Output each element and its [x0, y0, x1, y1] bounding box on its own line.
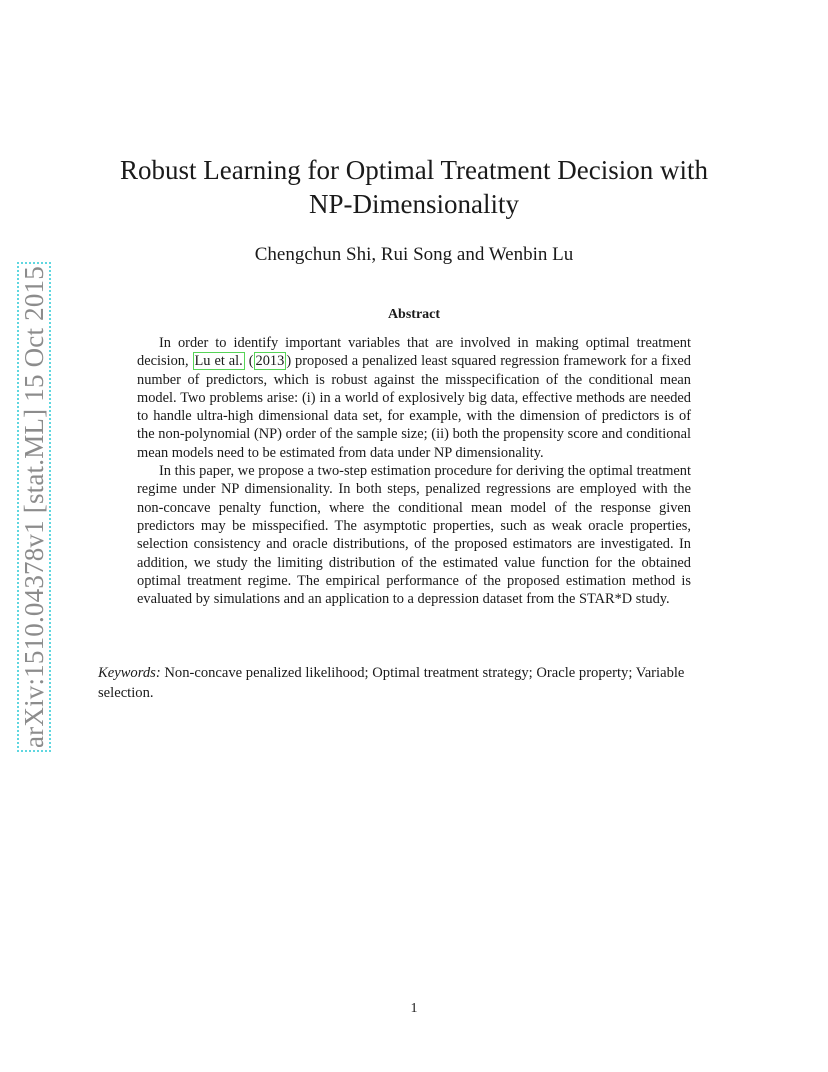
page-number: 1 — [410, 1001, 418, 1016]
keywords-text: Non-concave penalized likelihood; Optimal treatment strategy; Oracle property; Variable selection. — [98, 665, 685, 701]
abstract-p1-lead: In order to identify important variables that are involved in making optimal treatment decision, — [137, 335, 691, 370]
abstract-heading: Abstract — [387, 307, 441, 322]
abstract-paragraph-2: In this paper, we propose a two-step estimation procedure for deriving the optimal treatment regime under NP dimensionality. In both steps, penalized regressions are employed with the non-concave penalty function, where the conditional mean model of the response given predictors may be misspecified. The asymptotic properties, such as weak oracle properties, selection consistency and oracle distributions, of the proposed estimators are investigated. In addition, we study the limiting distribution of the estimated value function for the obtained optimal treatment regime. The empirical performance of the proposed estimation method is evaluated by simulations and an application to a depression dataset from the STAR*D study. — [137, 463, 691, 608]
paper-title — [0, 153, 828, 221]
title-line-1: Robust Learning for Optimal Treatment Decision with — [120, 155, 708, 185]
keywords — [98, 663, 730, 703]
author-list: Chengchun Shi, Rui Song and Wenbin Lu — [254, 244, 574, 265]
title-line-2: NP-Dimensionality — [309, 189, 519, 219]
abstract-p1-rest: ) proposed a penalized least squared regression framework for a fixed number of predictors, which is robust against the misspecification of the conditional mean model. Two problems arise: (i) in a world of explosively big data, effective methods are needed to handle ultra-high dimensional data set, for example, with the dimension of predictors is of the non-polynomial (NP) order of the sample size; (ii) both the propensity score and conditional mean models need to be estimated from data under NP dimensionality. — [137, 353, 692, 461]
keywords-label: Keywords: — [98, 665, 161, 681]
arxiv-identifier-text[interactable]: arXiv:1510.04378v1 [stat.ML] 15 Oct 2015 — [17, 262, 51, 752]
citation-link-author[interactable]: Lu et al. — [194, 353, 243, 370]
arxiv-identifier-stamp[interactable] — [20, 252, 50, 752]
abstract-body — [137, 334, 691, 608]
citation-link-year[interactable]: 2013 — [255, 353, 285, 370]
abstract-paragraph-1: In order to identify important variables that are involved in making optimal treatment decision, Lu et al. ( 2013 ) proposed a penalized least squared regression framework for a fixed number of predictors, which is robust against the misspecification of the conditional mean model. Two problems arise: (i) in a world of explosively big data, effective methods are needed to handle ultra-high dimensional data set, for example, with the dimension of predictors is of the non-polynomial (NP) order of the sample size; (ii) both the propensity score and conditional mean models need to be estimated from data under NP dimensionality. — [137, 335, 692, 461]
